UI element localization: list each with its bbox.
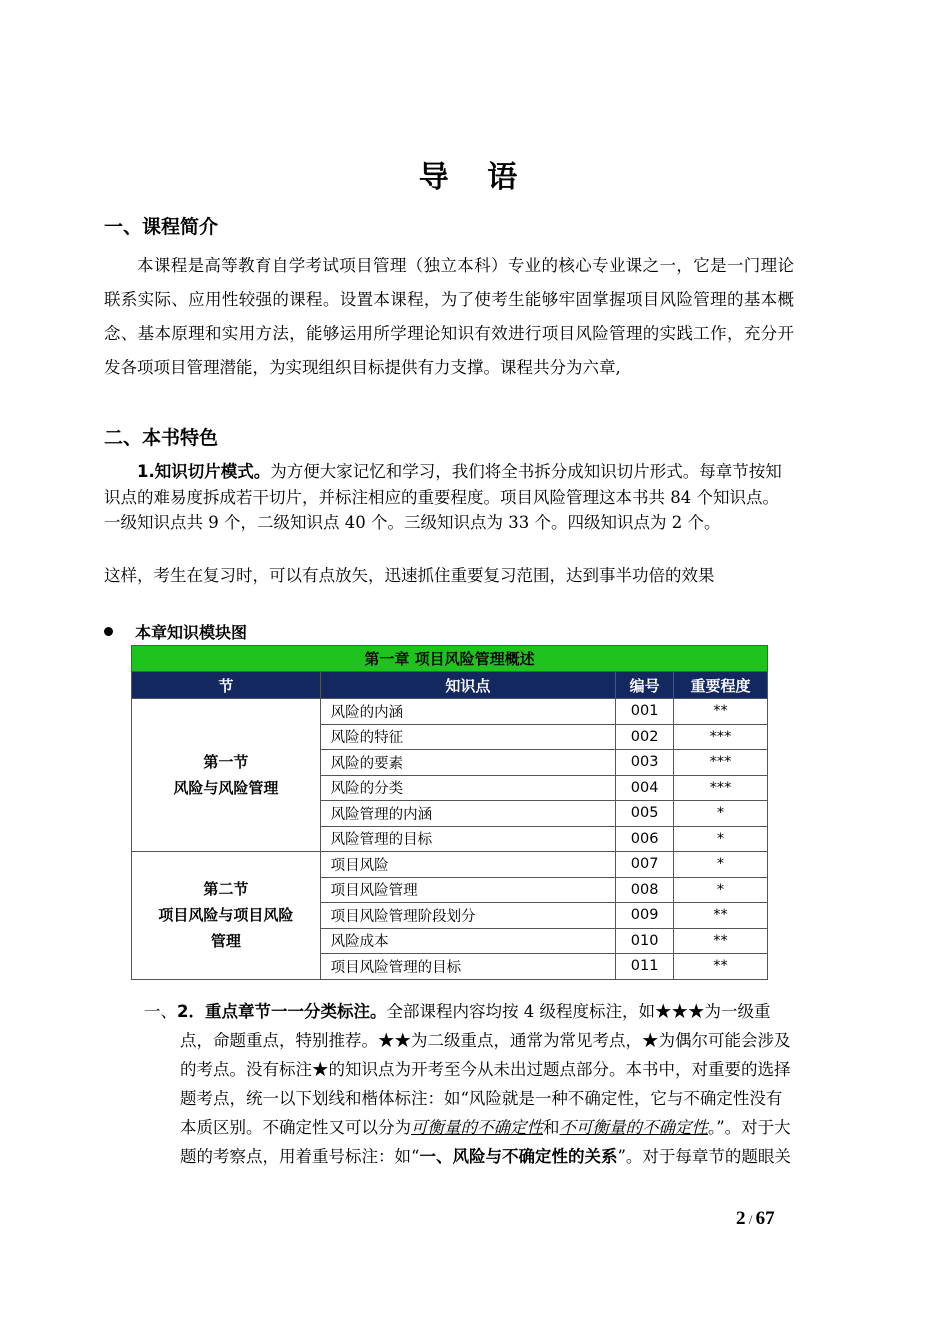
importance-cell: ** bbox=[674, 928, 768, 954]
section-heading-intro: 一、课程简介 bbox=[104, 216, 219, 238]
feature-item-1-text: 为方便大家记忆和学习，我们将全书拆分成知识切片形式。每章节按知识点的难易度拆成若干切片，并标注相应的重要程度。项目风险管理这本书共 84 个知识点。一级知识点共 9 个，二级知识点 40 个。三级知识点为 33 个。四级知识点为 2 个。 bbox=[104, 462, 782, 532]
knowledge-point-cell: 风险管理的目标 bbox=[320, 826, 615, 852]
page-separator: / bbox=[745, 1212, 756, 1227]
number-cell: 011 bbox=[616, 954, 674, 980]
knowledge-point-cell: 风险的内涵 bbox=[320, 699, 615, 725]
importance-cell: * bbox=[674, 852, 768, 878]
knowledge-point-cell: 风险成本 bbox=[320, 928, 615, 954]
knowledge-point-cell: 项目风险管理的目标 bbox=[320, 954, 615, 980]
module-map-label: 本章知识模块图 bbox=[135, 623, 248, 642]
table-chapter-title: 第一章 项目风险管理概述 bbox=[132, 646, 768, 672]
number-cell: 006 bbox=[616, 826, 674, 852]
feature-item-2-label: 2．重点章节一一分类标注。 bbox=[177, 1002, 387, 1021]
table-header-importance: 重要程度 bbox=[674, 672, 768, 699]
knowledge-point-cell: 风险的要素 bbox=[320, 750, 615, 776]
knowledge-point-cell: 项目风险 bbox=[320, 852, 615, 878]
number-cell: 009 bbox=[616, 903, 674, 929]
underlined-term-2: 不可衡量的不确定性 bbox=[559, 1118, 708, 1137]
emphasis-term: 一、风险与不确定性的关系 bbox=[419, 1147, 618, 1166]
table-row bbox=[132, 852, 768, 878]
number-cell: 007 bbox=[616, 852, 674, 878]
table-header-section: 节 bbox=[132, 672, 321, 699]
number-cell: 004 bbox=[616, 775, 674, 801]
page-title: 导 语 bbox=[418, 160, 532, 195]
number-cell: 005 bbox=[616, 801, 674, 827]
number-cell: 008 bbox=[616, 877, 674, 903]
module-map-label-row bbox=[104, 620, 247, 643]
page-current: 2 bbox=[736, 1208, 746, 1229]
importance-cell: *** bbox=[674, 775, 768, 801]
knowledge-point-cell: 项目风险管理 bbox=[320, 877, 615, 903]
section-cell-1: 第一节 风险与风险管理 bbox=[132, 699, 321, 852]
number-cell: 003 bbox=[616, 750, 674, 776]
number-cell: 001 bbox=[616, 699, 674, 725]
feature-item-1-tail: 这样，考生在复习时，可以有点放矢，迅速抓住重要复习范围，达到事半功倍的效果 bbox=[104, 566, 715, 585]
section-heading-features: 二、本书特色 bbox=[104, 427, 219, 449]
importance-cell: ** bbox=[674, 699, 768, 725]
feature-item-1 bbox=[104, 459, 794, 536]
knowledge-module-table bbox=[131, 645, 768, 980]
feature-item-2: 一、2．重点章节一一分类标注。全部课程内容均按 4 级程度标注，如★★★为一级重点，命题重点，特别推荐。★★为二级重点，通常为常见考点，★为偶尔可能会涉及的考点。没有标注★的知识点为开考至今从未出过题点部分。本书中，对重要的选择题考点，统一以下划线和楷体标注：如“风险就是一种不确定性，它与不确定性没有本质区别。不确定性又可以分为可衡量的不确定性和不可衡量的不确定性。”。对于大题的考察点，用着重号标注：如“一、风险与不确定性的关系”。对于每章节的题眼关 bbox=[144, 1002, 791, 1166]
number-cell: 010 bbox=[616, 928, 674, 954]
table-header-number: 编号 bbox=[616, 672, 674, 699]
section-cell-2: 第二节 项目风险与项目风险 管理 bbox=[132, 852, 321, 980]
knowledge-point-cell: 风险管理的内涵 bbox=[320, 801, 615, 827]
importance-cell: *** bbox=[674, 750, 768, 776]
bullet-dot-icon bbox=[104, 627, 113, 636]
page-number bbox=[736, 1208, 775, 1230]
list-prefix: 一、 bbox=[144, 1002, 177, 1021]
course-intro-paragraph: 本课程是高等教育自学考试项目管理（独立本科）专业的核心专业课之一，它是一门理论联系实际、应用性较强的课程。设置本课程，为了使考生能够牢固掌握项目风险管理的基本概念、基本原理和实用方法，能够运用所学理论知识有效进行项目风险管理的实践工作，充分开发各项项目管理潜能，为实现组织目标提供有力支撑。课程共分为六章, bbox=[104, 256, 794, 377]
number-cell: 002 bbox=[616, 724, 674, 750]
importance-cell: *** bbox=[674, 724, 768, 750]
importance-cell: * bbox=[674, 877, 768, 903]
knowledge-point-cell: 风险的特征 bbox=[320, 724, 615, 750]
importance-cell: ** bbox=[674, 954, 768, 980]
page-total: 67 bbox=[755, 1208, 775, 1229]
importance-cell: ** bbox=[674, 903, 768, 929]
knowledge-point-cell: 风险的分类 bbox=[320, 775, 615, 801]
importance-cell: * bbox=[674, 826, 768, 852]
table-row bbox=[132, 699, 768, 725]
feature-item-1-label: 1.知识切片模式。 bbox=[137, 462, 271, 481]
knowledge-point-cell: 项目风险管理阶段划分 bbox=[320, 903, 615, 929]
importance-cell: * bbox=[674, 801, 768, 827]
underlined-term-1: 可衡量的不确定性 bbox=[411, 1118, 543, 1137]
table-header-knowledge-point: 知识点 bbox=[320, 672, 615, 699]
